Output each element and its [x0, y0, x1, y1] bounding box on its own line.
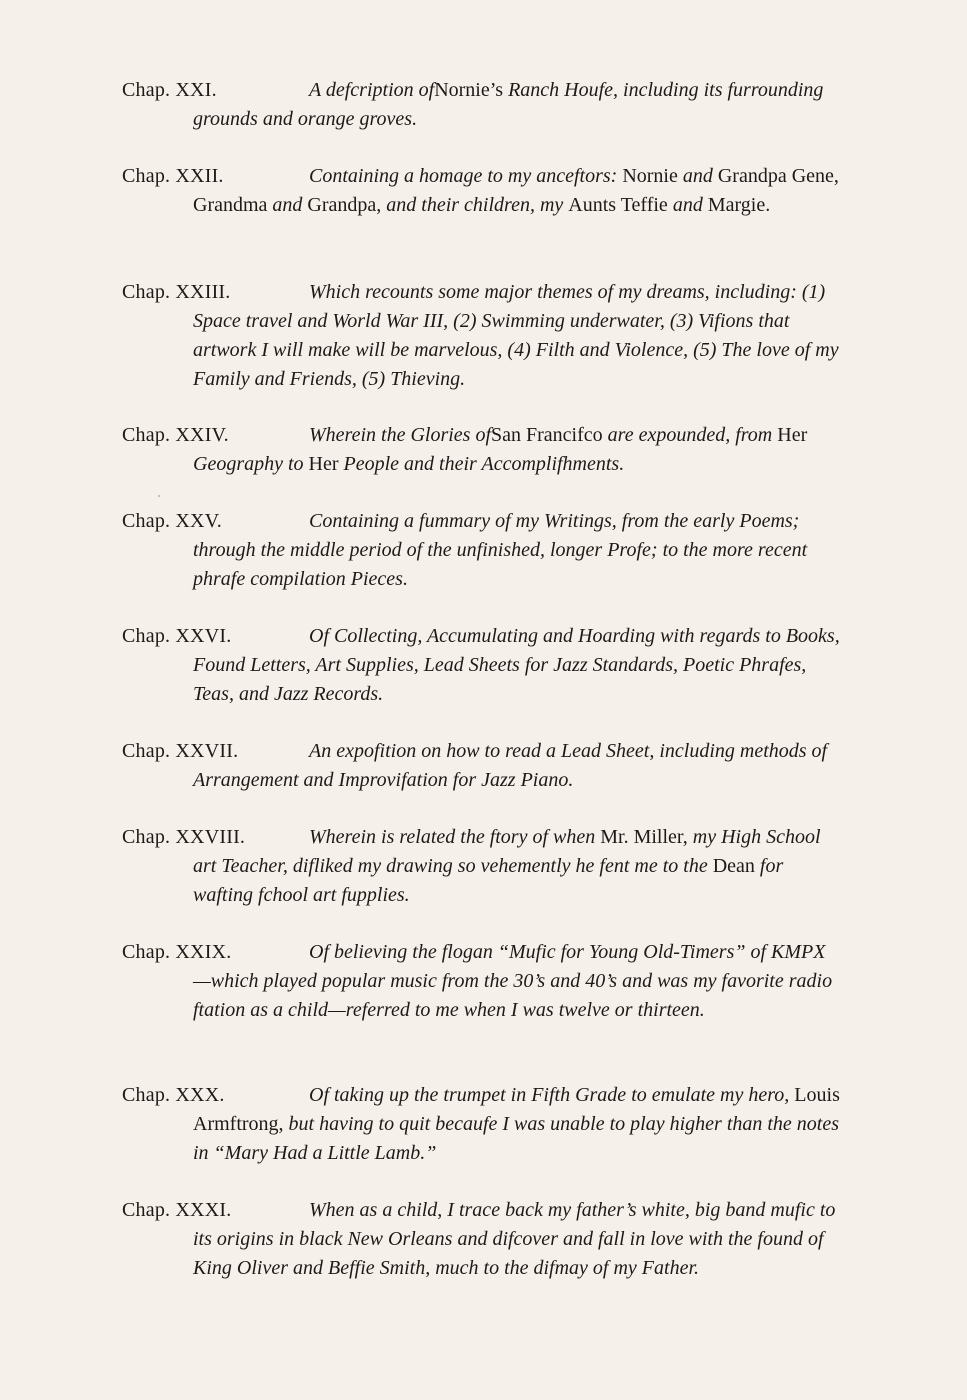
- chapter-description: [193, 162, 842, 220]
- italic-text-run: but having to quit becaufe I was unable to play higher than the notes in “Mary Had a Little Lamb.”: [193, 1113, 840, 1164]
- italic-text-run: An expofition on how to read a Lead Sheet, including methods of Arrangement and Improvifation for Jazz Piano.: [193, 740, 828, 791]
- chapter-description: [193, 823, 842, 910]
- roman-text-run: Mr. Miller,: [600, 826, 693, 848]
- chapter-entry-xxvii: [122, 737, 842, 795]
- roman-text-run: San Francifco: [491, 424, 608, 446]
- chapter-entry-xxii: [122, 162, 842, 220]
- chapter-entry-xxv: [122, 507, 842, 594]
- italic-text-run: Containing a fummary of my Writings, from the early Poems; through the middle period of the unfinished, longer Profe; to the more recent phrafe compilation Pieces.: [193, 510, 808, 590]
- chapter-entry-xxiii: [122, 278, 842, 394]
- italic-text-run: Wherein is related the ftory of when: [309, 826, 601, 848]
- roman-text-run: Her: [777, 424, 808, 446]
- italic-text-run: A defcription of: [309, 79, 435, 101]
- chapter-entry-xxi: [122, 76, 842, 134]
- italic-text-run: Containing a homage to my anceftors:: [309, 165, 623, 187]
- italic-text-run: People and their Accomplifhments.: [343, 453, 625, 475]
- chapter-entry-xxiv: [122, 421, 842, 479]
- chapter-description: [193, 421, 842, 479]
- italic-text-run: Wherein the Glories of: [309, 424, 492, 446]
- roman-text-run: Her: [308, 453, 344, 475]
- chapter-description: [193, 76, 842, 134]
- chapter-label: Chap. XXX.: [122, 1084, 225, 1106]
- italic-text-run: Of Collecting, Accumulating and Hoarding with regards to Books, Found Letters, Art Supplies, Lead Sheets for Jazz Standards, Poetic Phrafes, Teas, and Jazz Records.: [193, 625, 840, 705]
- italic-text-run: Which recounts some major themes of my dreams, including: (1) Space travel and World War III, (2) Swimming underwater, (3) Vifions that artwork I will make will be marvelous, (4) Filth and Violence, (5) The love of my Family and Friends, (5) Thieving.: [193, 281, 839, 390]
- chapter-description: [193, 622, 842, 709]
- italic-text-run: and: [682, 165, 718, 187]
- italic-text-run: Of believing the flogan “Mufic for Young Old-Timers” of KMPX—which played popular music from the 30’s and 40’s and was my favorite radio ftation as a child—referred to me when I was twelve or thirteen.: [193, 941, 833, 1021]
- chapter-label: Chap. XXI.: [122, 79, 217, 101]
- chapter-entry-xxxi: [122, 1196, 842, 1283]
- chapter-entry-xxx: [122, 1081, 842, 1168]
- chapter-description: [193, 737, 842, 795]
- chapter-description: [193, 507, 842, 594]
- chapter-label: Chap. XXIII.: [122, 281, 231, 303]
- chapter-label: Chap. XXIX.: [122, 941, 232, 963]
- chapter-label: Chap. XXVIII.: [122, 826, 246, 848]
- chapter-description: [193, 1196, 842, 1283]
- roman-text-run: Grandpa,: [307, 194, 387, 216]
- roman-text-run: Louis Armftrong,: [193, 1084, 840, 1135]
- italic-text-run: and: [272, 194, 308, 216]
- italic-text-run: are expounded, from: [607, 424, 778, 446]
- roman-text-run: Margie.: [707, 194, 771, 216]
- chapter-label: Chap. XXIV.: [122, 424, 229, 446]
- chapter-label: Chap. XXII.: [122, 165, 224, 187]
- chapter-label: Chap. XXVI.: [122, 625, 232, 647]
- italic-text-run: Ranch Houfe, including its furrounding grounds and orange groves.: [193, 79, 824, 130]
- chapter-entry-xxviii: [122, 823, 842, 910]
- chapter-description: [193, 278, 842, 394]
- italic-text-run: my High School art Teacher, difliked my drawing so vehemently he fent me to the: [193, 826, 821, 877]
- italic-text-run: and: [672, 194, 708, 216]
- roman-text-run: Grandpa Gene, Grandma: [193, 165, 839, 216]
- italic-text-run: and their children, my: [386, 194, 569, 216]
- italic-text-run: for wafting fchool art fupplies.: [193, 855, 784, 906]
- chapter-label: Chap. XXXI.: [122, 1199, 232, 1221]
- italic-text-run: Geography to: [193, 453, 309, 475]
- roman-text-run: Nornie’s: [434, 79, 509, 101]
- chapter-description: [193, 1081, 842, 1168]
- paper-speck: [158, 495, 160, 497]
- chapter-description: [193, 938, 842, 1025]
- chapter-entry-xxix: [122, 938, 842, 1025]
- roman-text-run: Dean: [712, 855, 760, 877]
- chapter-entry-xxvi: [122, 622, 842, 709]
- chapter-label: Chap. XXV.: [122, 510, 222, 532]
- italic-text-run: Of taking up the trumpet in Fifth Grade to emulate my hero,: [309, 1084, 795, 1106]
- roman-text-run: Aunts Teffie: [568, 194, 673, 216]
- roman-text-run: Nornie: [622, 165, 683, 187]
- italic-text-run: When as a child, I trace back my father’s white, big band mufic to its origins in black New Orleans and difcover and fall in love with the found of King Oliver and Beffie Smith, much to the difmay of my Father.: [193, 1199, 836, 1279]
- chapter-label: Chap. XXVII.: [122, 740, 239, 762]
